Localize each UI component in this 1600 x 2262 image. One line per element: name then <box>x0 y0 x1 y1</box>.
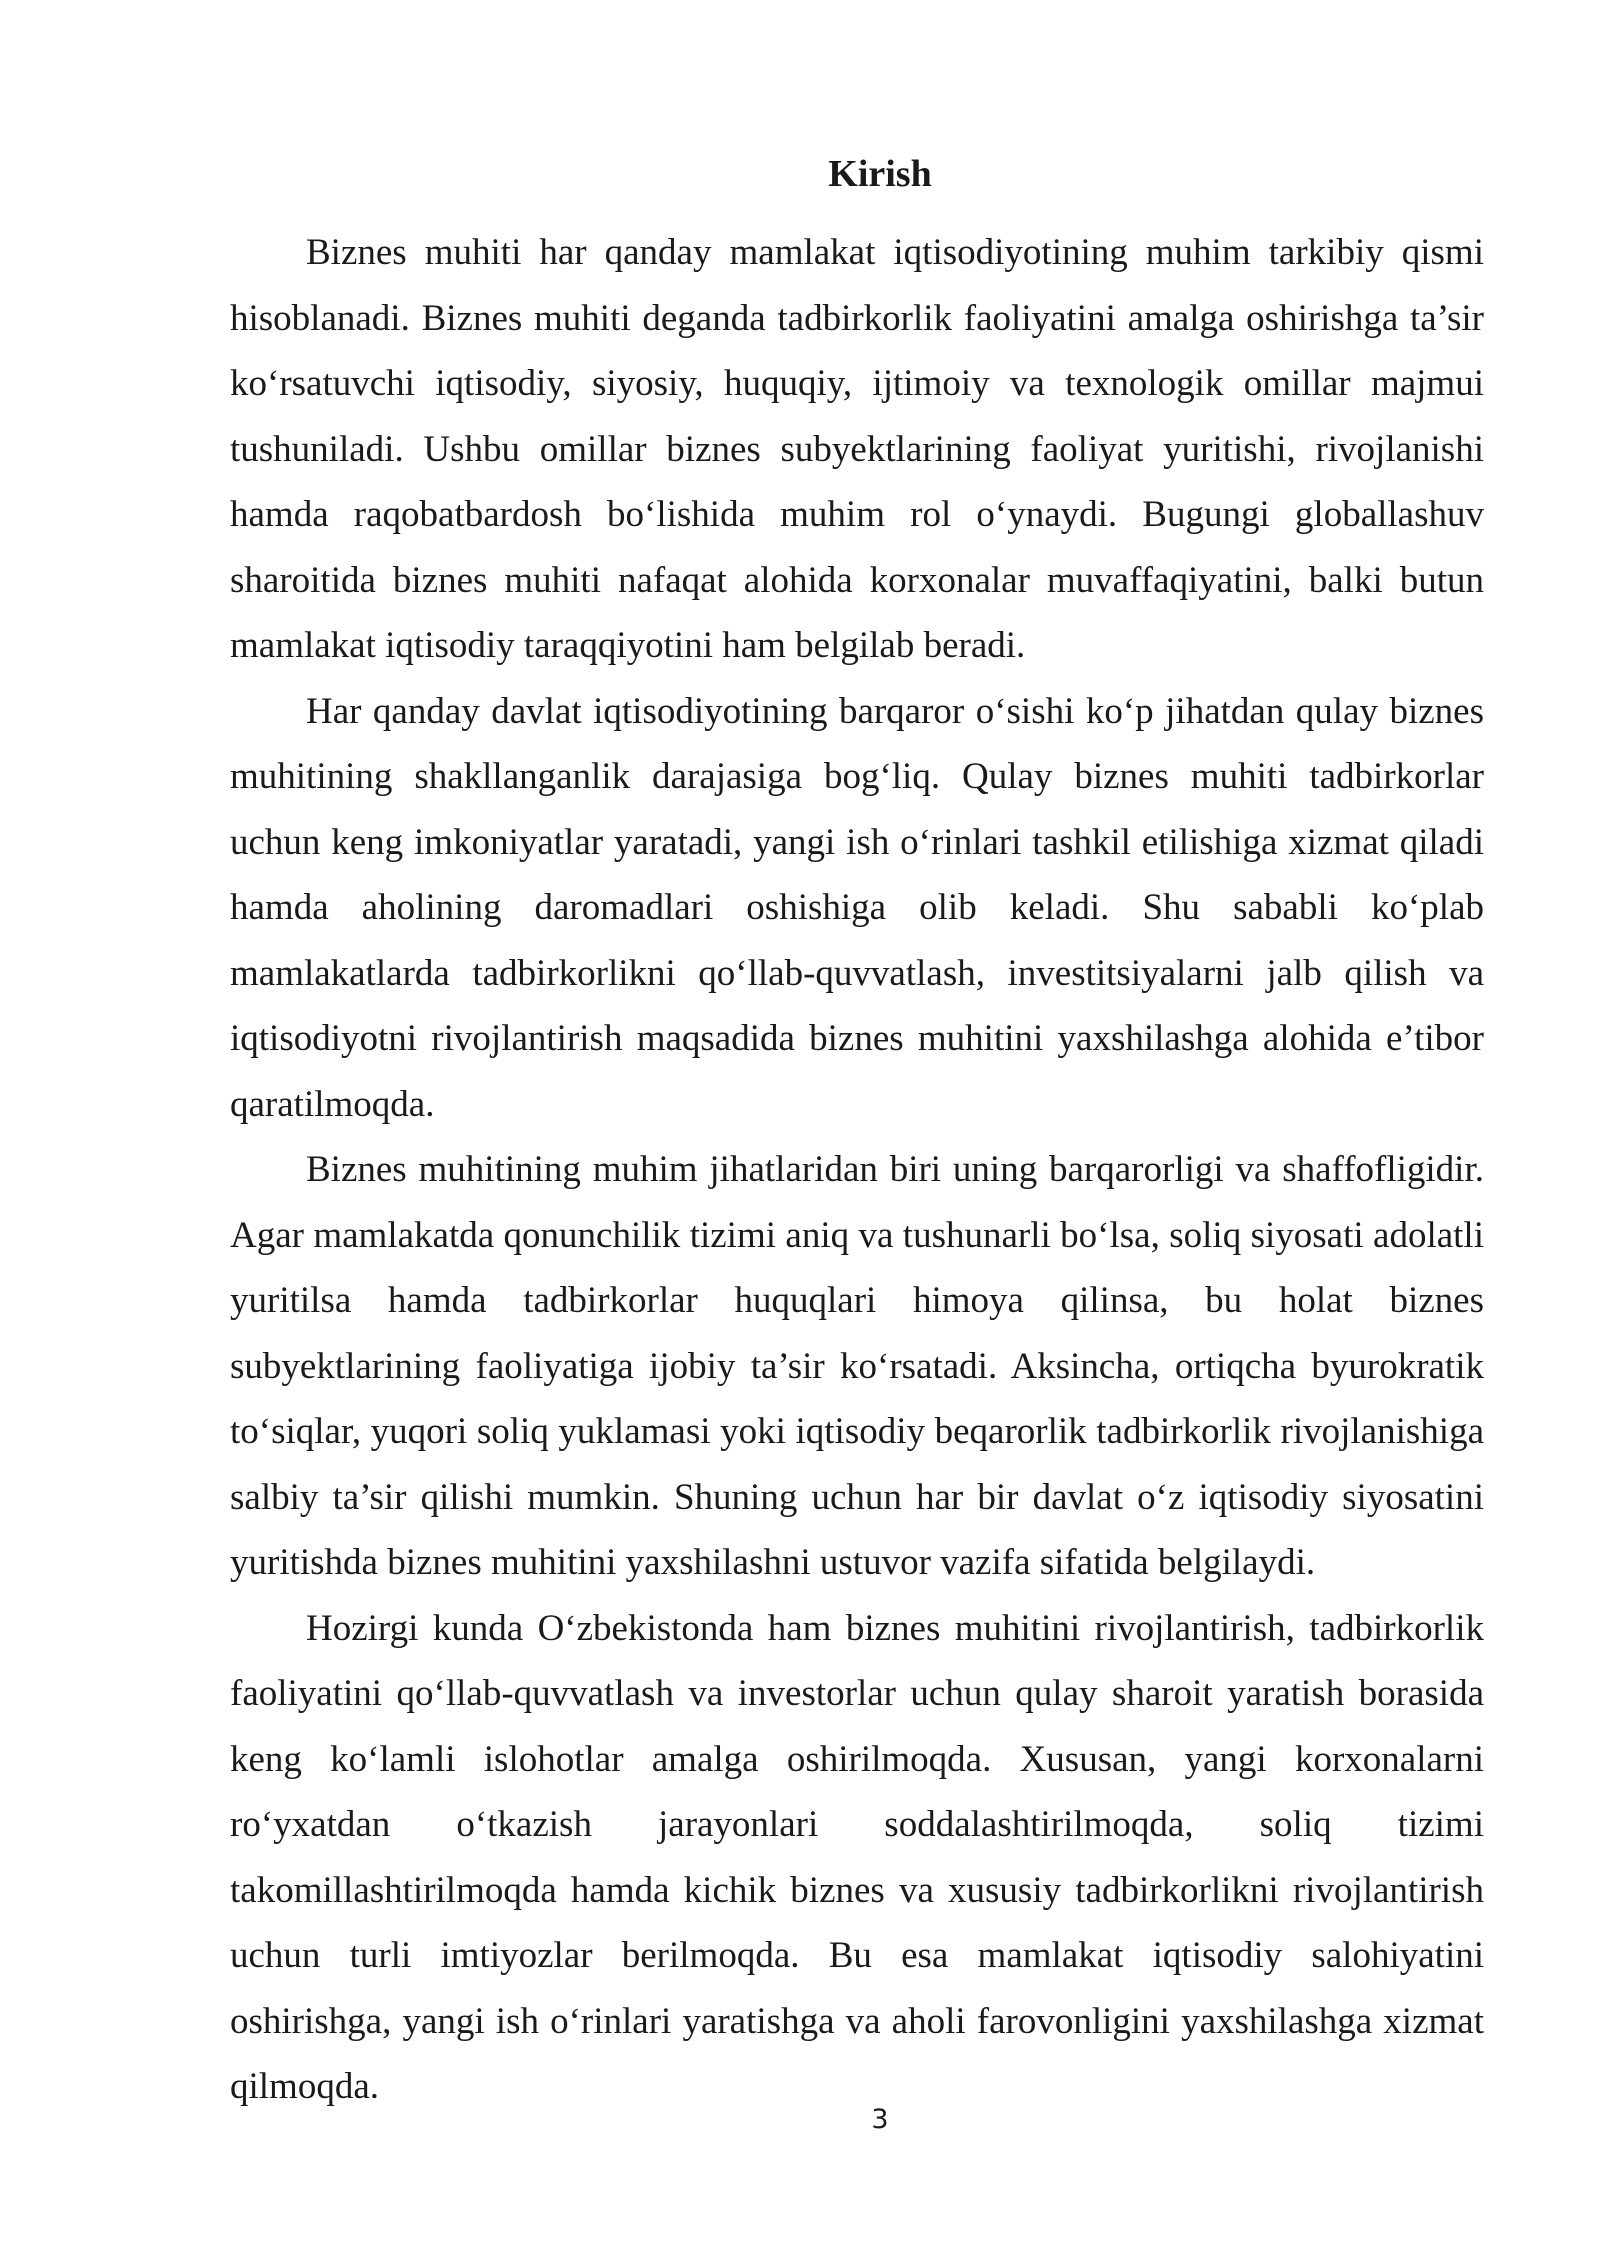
paragraph-4: Hozirgi kunda O‘zbekistonda ham biznes muhitini rivojlantirish, tadbirkorlik faoliyatini qo‘llab-quvvatlash va investorlar uchun qulay sharoit yaratish borasida keng ko‘lamli islohotlar amalga oshirilmoqda. Xususan, yangi korxonalarni ro‘yxatdan o‘tkazish jarayonlari soddalashtirilmoqda, soliq tizimi takomillashtirilmoqda hamda kichik biznes va xususiy tadbirkorlikni rivojlantirish uchun turli imtiyozlar berilmoqda. Bu esa mamlakat iqtisodiy salohiyatini oshirishga, yangi ish o‘rinlari yaratishga va aholi farovonligini yaxshilashga xizmat qilmoqda. <box>230 1607 1484 2107</box>
body-text <box>230 220 1484 2120</box>
paragraph-3: Biznes muhitining muhim jihatlaridan biri uning barqarorligi va shaffofligidir. Agar mamlakatda qonunchilik tizimi aniq va tushunarli bo‘lsa, soliq siyosati adolatli yuritilsa hamda tadbirkorlar huquqlari himoya qilinsa, bu holat biznes subyektlarining faoliyatiga ijobiy ta’sir ko‘rsatadi. Aksincha, ortiqcha byurokratik to‘siqlar, yuqori soliq yuklamasi yoki iqtisodiy beqarorlik tadbirkorlik rivojlanishiga salbiy ta’sir qilishi mumkin. Shuning uchun har bir davlat o‘z iqtisodiy siyosatini yuritishda biznes muhitini yaxshilashni ustuvor vazifa sifatida belgilaydi. <box>230 1149 1484 1583</box>
page-number: 3 <box>871 2104 889 2135</box>
section-heading: Kirish <box>828 153 932 195</box>
paragraph-1: Biznes muhiti har qanday mamlakat iqtisodiyotining muhim tarkibiy qismi hisoblanadi. Biznes muhiti deganda tadbirkorlik faoliyatini amalga oshirishga ta’sir ko‘rsatuvchi iqtisodiy, siyosiy, huquqiy, ijtimoiy va texnologik omillar majmui tushuniladi. Ushbu omillar biznes subyektlarining faoliyat yuritishi, rivojlanishi hamda raqobatbardosh bo‘lishida muhim rol o‘ynaydi. Bugungi globallashuv sharoitida biznes muhiti nafaqat alohida korxonalar muvaffaqiyatini, balki butun mamlakat iqtisodiy taraqqiyotini ham belgilab beradi. <box>230 232 1484 666</box>
paragraph-2: Har qanday davlat iqtisodiyotining barqaror o‘sishi ko‘p jihatdan qulay biznes muhitining shakllanganlik darajasiga bog‘liq. Qulay biznes muhiti tadbirkorlar uchun keng imkoniyatlar yaratadi, yangi ish o‘rinlari tashkil etilishiga xizmat qiladi hamda aholining daromadlari oshishiga olib keladi. Shu sababli ko‘plab mamlakatlarda tadbirkorlikni qo‘llab-quvvatlash, investitsiyalarni jalb qilish va iqtisodiyotni rivojlantirish maqsadida biznes muhitini yaxshilashga alohida e’tibor qaratilmoqda. <box>230 690 1484 1125</box>
